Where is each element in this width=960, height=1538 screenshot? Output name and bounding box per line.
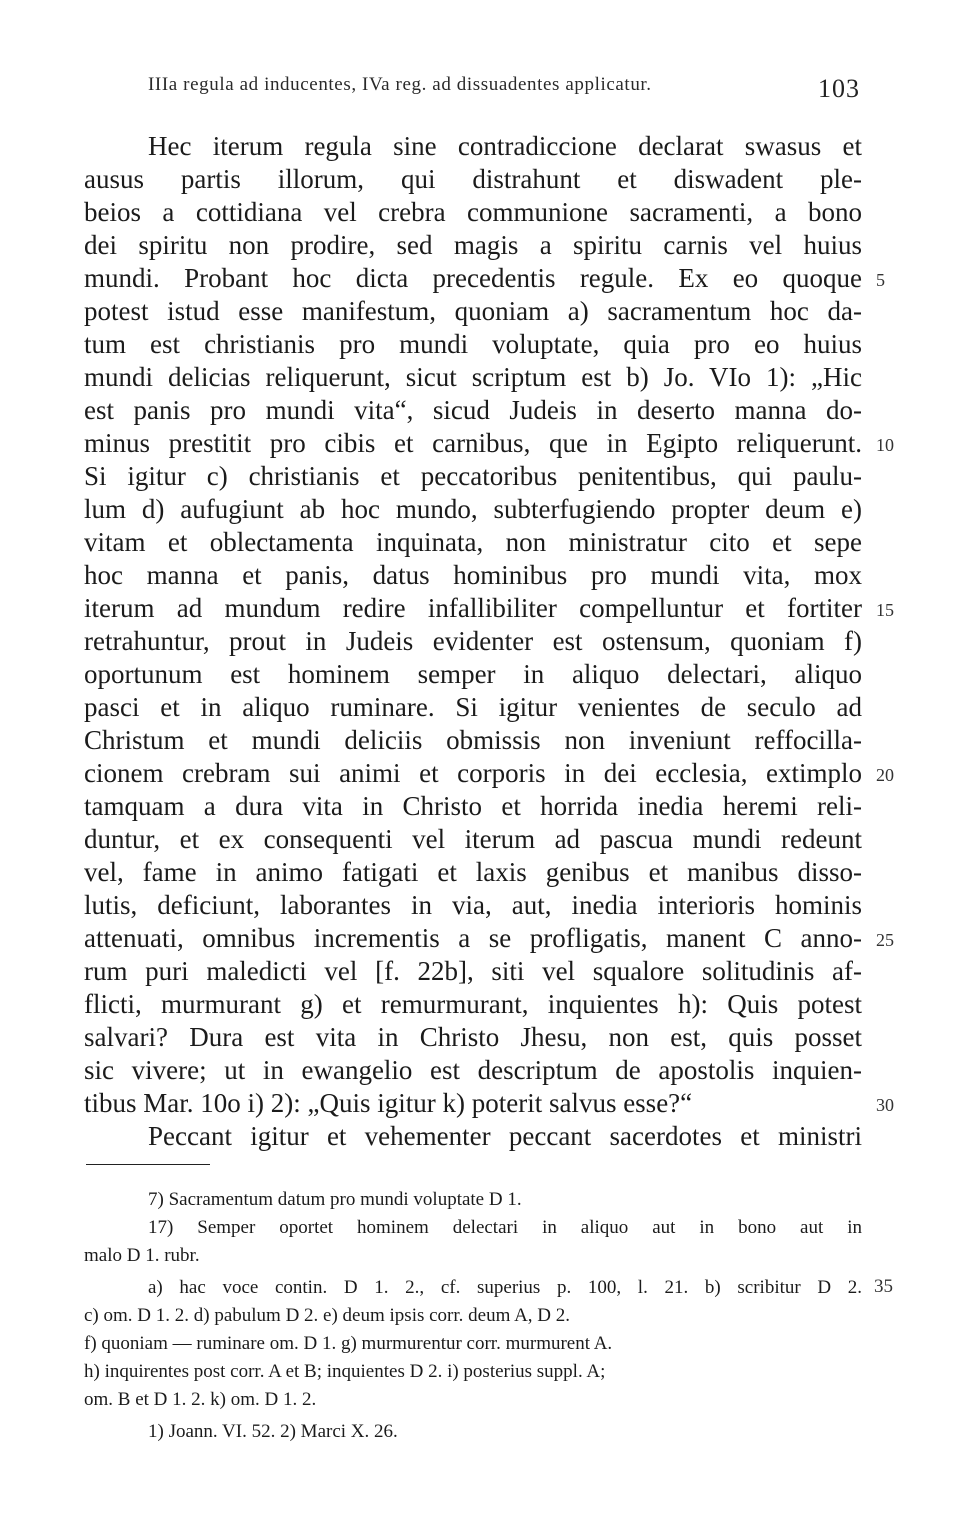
text-line: rum puri maledicti vel [f. 22b], siti vel squalore solitudinis af- [84,956,862,986]
text-line: mundi. Probant hoc dicta precedentis regule. Ex eo quoque [84,263,862,293]
line-number: 25 [876,930,894,950]
text-line: lutis, deficiunt, laborantes in via, aut, inedia interioris hominis [84,890,862,920]
text-line: vel, fame in animo fatigati et laxis genibus et manibus disso- [84,857,862,887]
text-line: tum est christianis pro mundi voluptate, quia pro eo huius [84,329,862,359]
text-line: retrahuntur, prout in Judeis evidenter est ostensum, quoniam f) [84,626,862,656]
text-line: tibus Mar. 10o i) 2): „Quis igitur k) poterit salvus esse?“ [84,1088,693,1118]
text-line: attenuati, omnibus incrementis a se profligatis, manent C anno- [84,923,862,953]
line-number: 20 [876,765,894,785]
line-number: 10 [876,435,894,455]
text-line: sic vivere; ut in ewangelio est descriptum de apostolis inquien- [84,1055,862,1085]
footnote-rule [86,1164,210,1165]
text-line: mundi delicias reliquerunt, sicut scriptum est b) Jo. VIo 1): „Hic [84,362,862,392]
text-line: oportunum est hominem semper in aliquo delectari, aliquo [84,659,862,689]
text-line: vitam et oblectamenta inquinata, non ministratur cito et sepe [84,527,862,557]
text-line: ausus partis illorum, qui distrahunt et diswadent ple- [84,164,862,194]
text-line: pasci et in aliquo ruminare. Si igitur venientes de seculo ad [84,692,862,722]
line-number: 5 [876,270,885,290]
page-number: 103 [818,74,860,103]
text-line: Peccant igitur et vehementer peccant sacerdotes et ministri [148,1121,862,1151]
text-line: tamquam a dura vita in Christo et horrida inedia heremi reli- [84,791,862,821]
text-line: cionem crebram sui animi et corporis in dei ecclesia, extimplo [84,758,862,788]
footnote-line: 7) Sacramentum datum pro mundi voluptate D 1. [148,1189,522,1210]
text-line: duntur, et ex consequenti vel iterum ad pascua mundi redeunt [84,824,862,854]
text-line: minus prestitit pro cibis et carnibus, que in Egipto reliquerunt. [84,428,862,458]
footnote-line: a) hac voce contin. D 1. 2., cf. superius p. 100, l. 21. b) scribitur D 2. [148,1277,862,1298]
footnote-line: f) quoniam — ruminare om. D 1. g) murmurentur corr. murmurent A. [84,1333,613,1354]
footnote-line: malo D 1. rubr. [84,1245,200,1266]
footnote-line-number: 35 [874,1276,893,1297]
footnote-line: h) inquirentes post corr. A et B; inquientes D 2. i) posterius suppl. A; [84,1361,606,1382]
text-line: Hec iterum regula sine contradiccione declarat swasus et [148,131,862,161]
running-head: IIIa regula ad inducentes, IVa reg. ad dissuadentes applicatur. [148,74,652,95]
footnote-line: om. B et D 1. 2. k) om. D 1. 2. [84,1389,317,1410]
line-number: 30 [876,1095,894,1115]
text-line: lum d) aufugiunt ab hoc mundo, subterfugiendo propter deum e) [84,494,862,524]
text-line: dei spiritu non prodire, sed magis a spiritu carnis vel huius [84,230,862,260]
line-number: 15 [876,600,894,620]
footnote-line: 1) Joann. VI. 52. 2) Marci X. 26. [148,1421,398,1442]
footnote-line: c) om. D 1. 2. d) pabulum D 2. e) deum ipsis corr. deum A, D 2. [84,1305,571,1326]
text-line: Si igitur c) christianis et peccatoribus penitentibus, qui paulu- [84,461,862,491]
text-line: flicti, murmurant g) et remurmurant, inquientes h): Quis potest [84,989,862,1019]
text-line: salvari? Dura est vita in Christo Jhesu, non est, quis posset [84,1022,862,1052]
text-line: hoc manna et panis, datus hominibus pro mundi vita, mox [84,560,862,590]
text-line: est panis pro mundi vita“, sicud Judeis in deserto manna do- [84,395,862,425]
text-line: Christum et mundi deliciis obmissis non inveniunt reffocilla- [84,725,862,755]
footnote-line: 17) Semper oportet hominem delectari in aliquo aut in bono aut in [148,1217,862,1238]
text-line: potest istud esse manifestum, quoniam a) sacramentum hoc da- [84,296,862,326]
text-line: beios a cottidiana vel crebra communione sacramenti, a bono [84,197,862,227]
text-line: iterum ad mundum redire infallibiliter compelluntur et fortiter [84,593,862,623]
